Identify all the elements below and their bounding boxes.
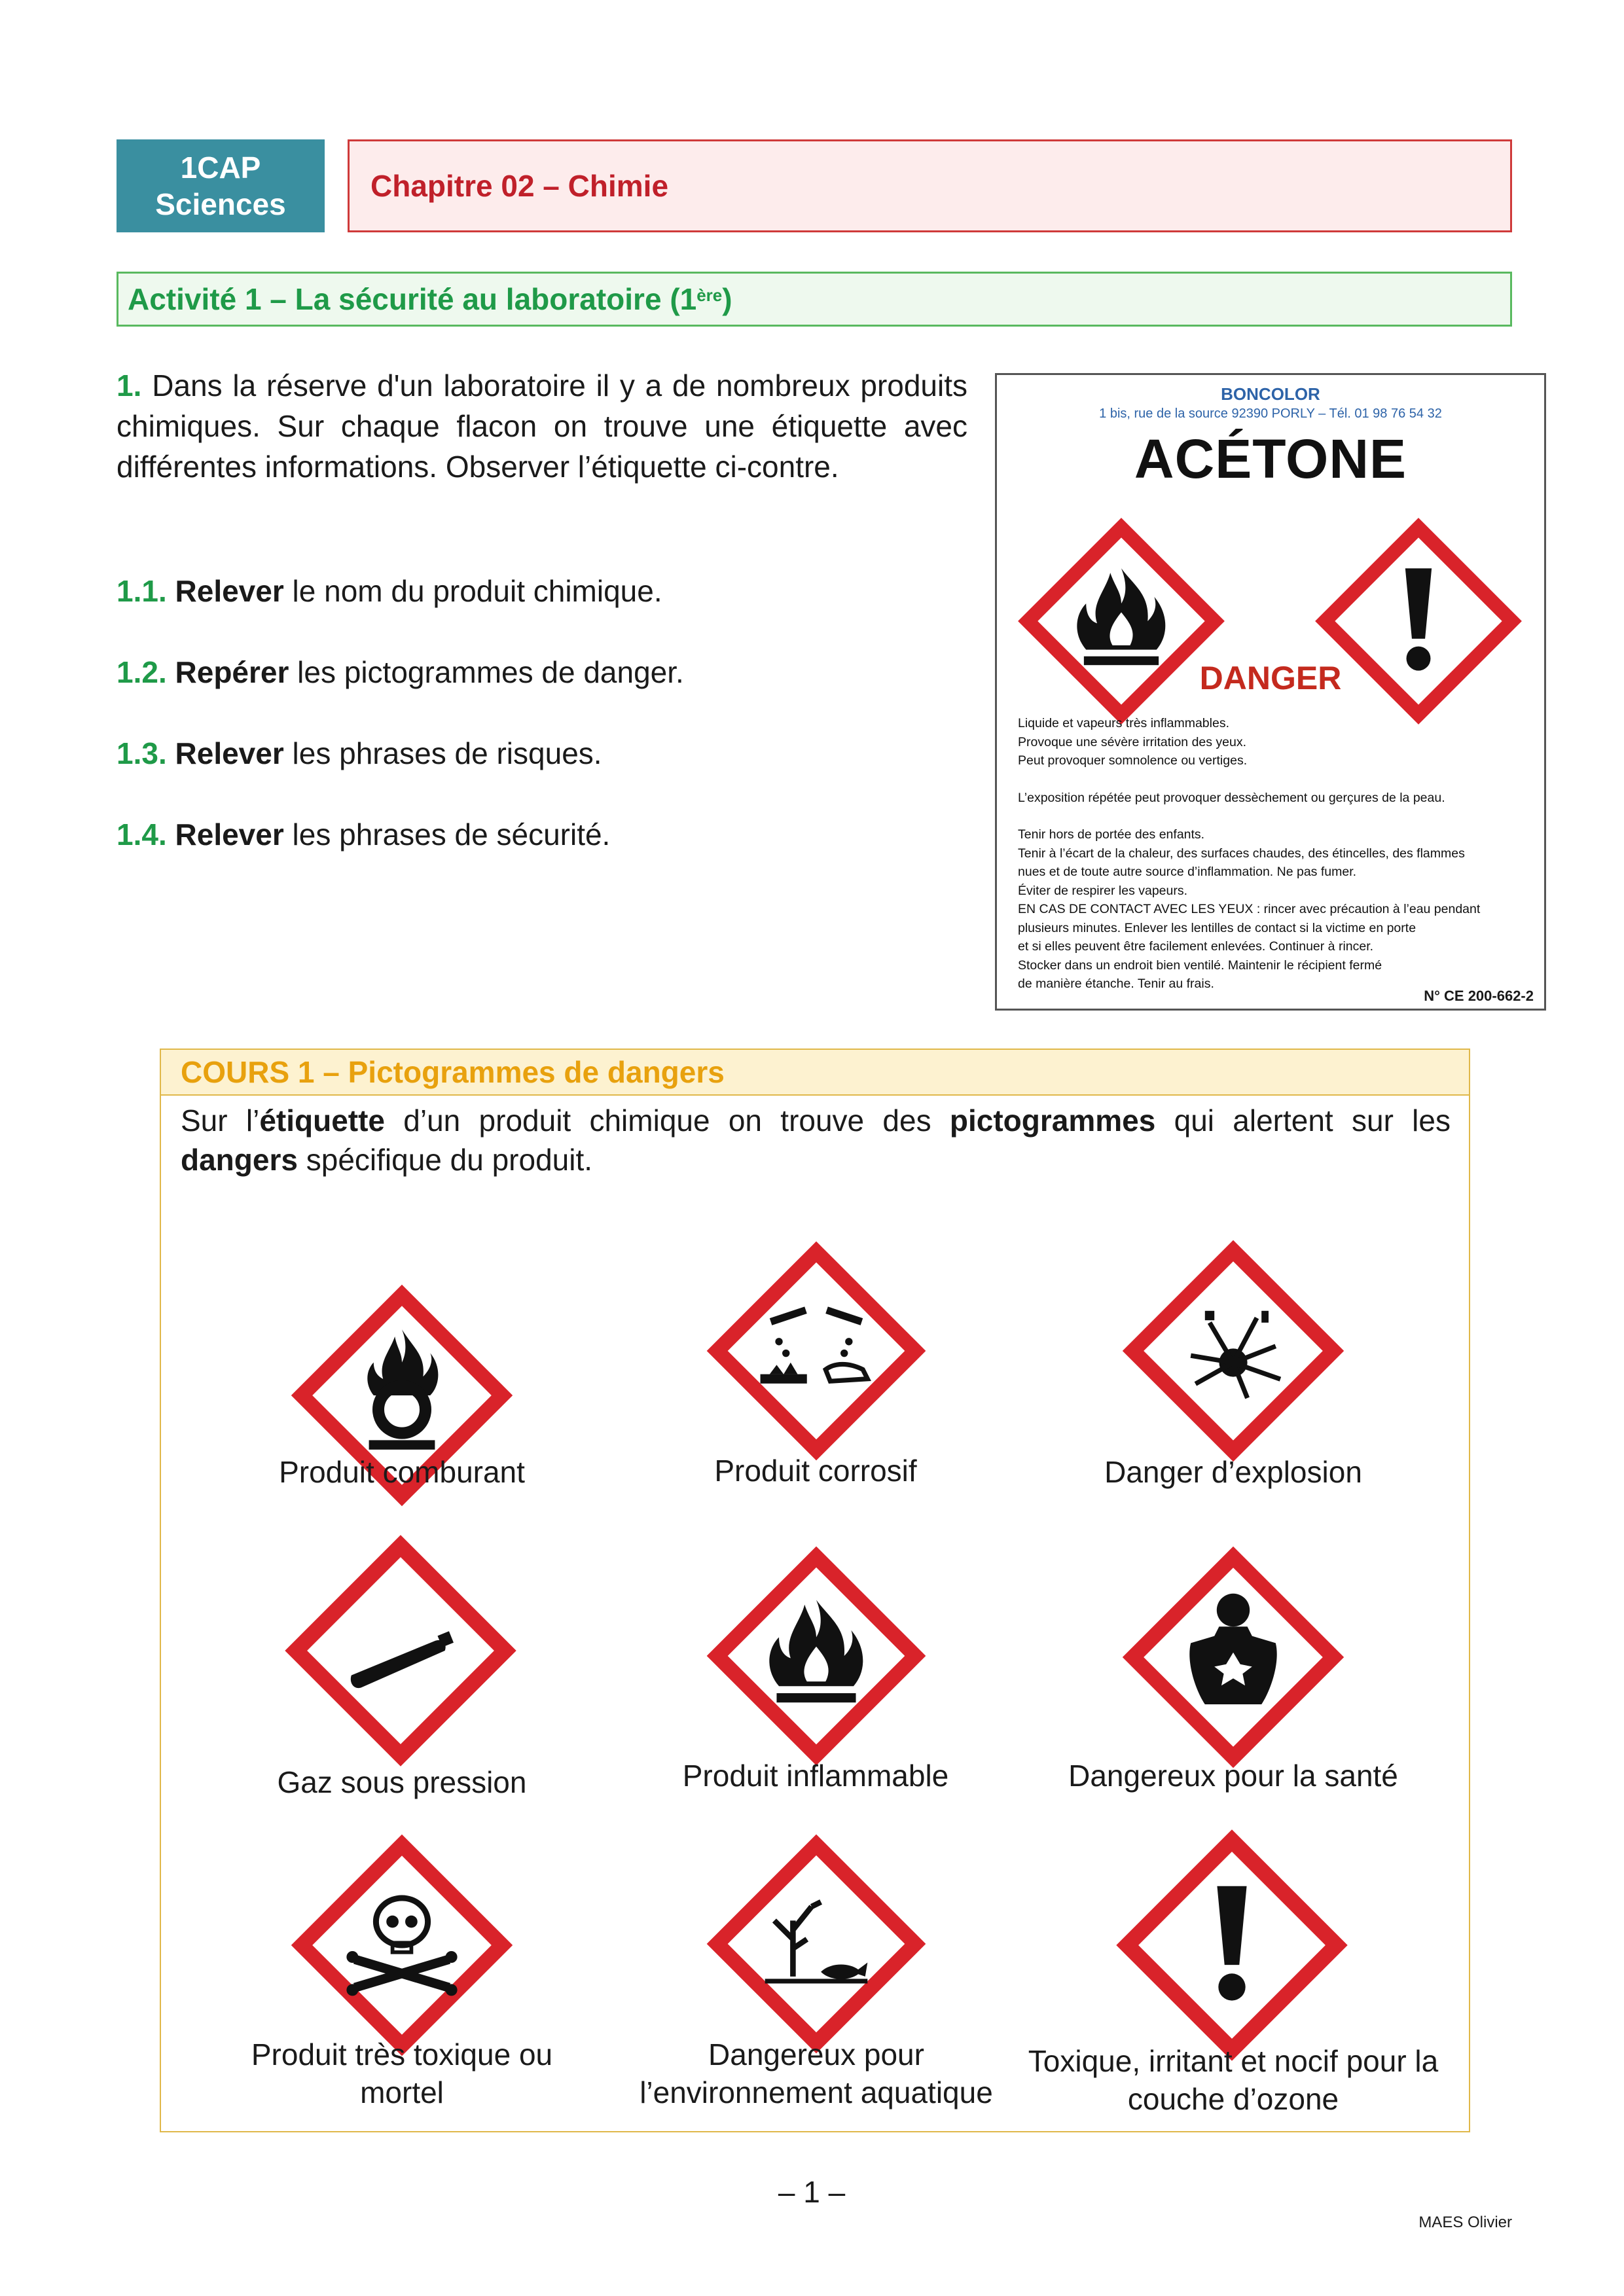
question-text: le nom du produit chimique. — [283, 574, 662, 608]
course-text-part: spécifique du produit. — [297, 1143, 593, 1177]
activity-title-end: ) — [722, 282, 732, 316]
question-number: 1.1. — [117, 574, 167, 608]
question-number: 1. — [117, 368, 142, 403]
pictogram-label: Dangereux pour l’environnement aquatique — [640, 2037, 993, 2109]
pictogram-label: Produit inflammable — [682, 1759, 949, 1793]
question-intro — [117, 365, 967, 487]
pictogram-label: Danger d’explosion — [1104, 1455, 1362, 1489]
course-text-bold: étiquette — [259, 1103, 385, 1138]
pictogram-label: Gaz sous pression — [277, 1765, 527, 1799]
health-hazard-icon — [1115, 1539, 1351, 1775]
corrosion-icon — [700, 1234, 933, 1467]
product-label — [995, 373, 1546, 1011]
question-number: 1.2. — [117, 655, 167, 689]
question-item — [117, 733, 602, 774]
class-badge-line2: Sciences — [155, 187, 286, 221]
exclamation-mark-icon — [1308, 511, 1528, 731]
course-text-part: qui alertent sur les — [1155, 1103, 1451, 1138]
course-text-bold: pictogrammes — [949, 1103, 1156, 1138]
class-badge — [117, 139, 325, 232]
skull-crossbones-icon — [284, 1827, 520, 2063]
question-text: les phrases de sécurité. — [283, 817, 611, 852]
question-item — [117, 571, 662, 611]
pictogram-label: Toxique, irritant et nocif pour la couche d’ozone — [1028, 2044, 1439, 2116]
exploding-bomb-icon — [1115, 1233, 1351, 1469]
course-text — [181, 1101, 1451, 1179]
label-precautionary-statements: Tenir hors de portée des enfants. Tenir à l’écart de la chaleur, des surfaces chaudes, des étincelles, des flammes nues et de toute autre source d’inflammation. Ne pas fumer. Éviter de respirer les vapeurs. EN CAS DE CONTACT AVEC LES YEUX : rincer avec précaution à l’eau pendant plusieurs minutes. Enlever les lentilles de contact si la victime en porte et si elles peuvent être facilement enlevées. Continuer à rincer. Stocker dans un endroit bien ventilé. Maintenir le récipient fermé de manière étanche. Tenir au frais. — [1018, 827, 1481, 991]
course-title: COURS 1 – Pictogrammes de dangers — [161, 1050, 1469, 1096]
label-product-name: ACÉTONE — [1134, 428, 1407, 490]
label-exposure-statement: L’exposition répétée peut provoquer dessèchement ou gerçures de la peau. — [1018, 790, 1445, 805]
flame-icon — [1011, 511, 1231, 731]
question-text: les phrases de risques. — [283, 736, 602, 770]
label-signal-word: DANGER — [1199, 660, 1342, 696]
label-brand: BONCOLOR — [1221, 384, 1320, 404]
gas-cylinder-icon — [278, 1528, 524, 1774]
question-intro-text: Dans la réserve d'un laboratoire il y a de nombreux produits chimiques. Sur chaque flacon on trouve une étiquette avec différentes informations. Observer l’étiquette ci-contre. — [117, 368, 968, 484]
page-number: – 1 – — [778, 2175, 846, 2209]
label-statements — [1018, 714, 1535, 994]
label-ce-number: N° CE 200-662-2 — [1424, 988, 1534, 1004]
exclamation-mark-icon — [1109, 1822, 1355, 2068]
activity-title-sup: ère — [696, 285, 723, 305]
flame-icon — [700, 1539, 933, 1772]
activity-title-text: Activité 1 – La sécurité au laboratoire (1 — [128, 282, 697, 316]
course-text-bold: dangers — [181, 1143, 298, 1177]
label-hazard-statements: Liquide et vapeurs très inflammables. Provoque une sévère irritation des yeux. Peut provoquer somnolence ou vertiges. — [1018, 716, 1248, 768]
author-name: MAES Olivier — [1418, 2214, 1512, 2231]
question-item — [117, 814, 610, 855]
course-text-part: d’un produit chimique on trouve des — [385, 1103, 950, 1138]
question-verb: Relever — [175, 736, 284, 770]
pictogram-label: Dangereux pour la santé — [1068, 1759, 1398, 1793]
pictogram-label: Produit corrosif — [714, 1454, 917, 1488]
question-number: 1.4. — [117, 817, 167, 852]
environment-icon — [700, 1827, 933, 2060]
question-verb: Relever — [175, 574, 284, 608]
label-address: 1 bis, rue de la source 92390 PORLY – Tél. 01 98 76 54 32 — [1099, 406, 1442, 421]
activity-title — [117, 272, 1512, 327]
question-item — [117, 652, 684, 692]
pictogram-label: Produit comburant — [279, 1455, 525, 1489]
question-verb: Relever — [175, 817, 284, 852]
question-verb: Repérer — [175, 655, 289, 689]
question-number: 1.3. — [117, 736, 167, 770]
question-text: les pictogrammes de danger. — [289, 655, 684, 689]
class-badge-line1: 1CAP — [180, 151, 261, 185]
course-box — [160, 1049, 1470, 2132]
course-text-part: Sur l’ — [181, 1103, 260, 1138]
chapter-title: Chapitre 02 – Chimie — [348, 139, 1512, 232]
pictogram-label: Produit très toxique ou mortel — [251, 2037, 553, 2109]
